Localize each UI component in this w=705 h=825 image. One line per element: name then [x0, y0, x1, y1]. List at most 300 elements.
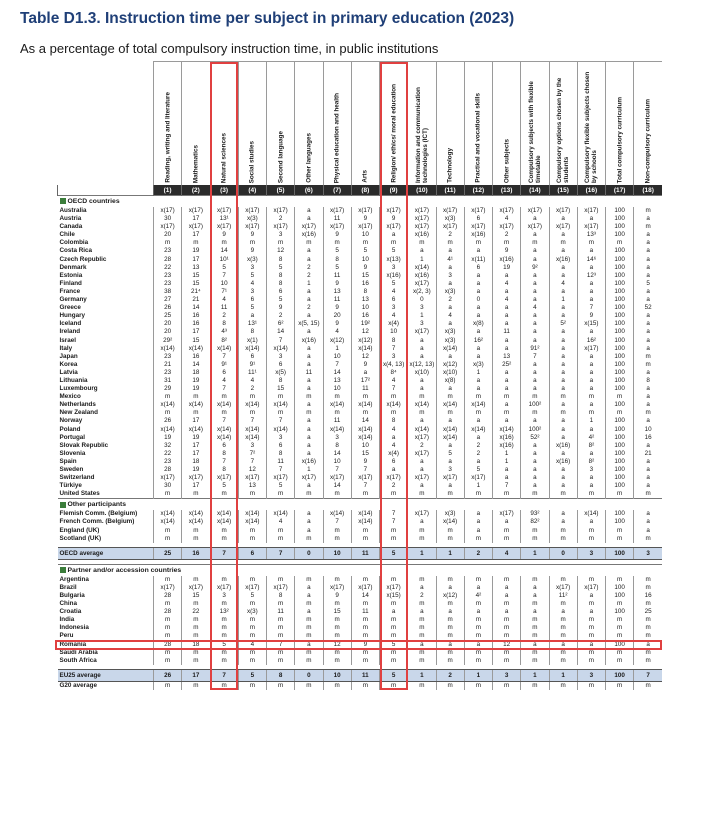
row-label: Argentina: [59, 575, 89, 583]
table-cell: 100: [606, 385, 634, 393]
table-cell: m: [210, 681, 238, 690]
table-cell: 3: [408, 320, 436, 328]
table-cell: m: [436, 616, 464, 624]
table-cell: 5: [238, 592, 266, 600]
table-cell: x(17): [380, 474, 408, 482]
table-cell: x(17): [493, 510, 521, 518]
table-cell: m: [154, 490, 182, 499]
table-cell: m: [210, 576, 238, 584]
table-cell: 0: [295, 669, 323, 681]
table-cell: 11: [493, 328, 521, 336]
table-cell: x(17): [408, 207, 436, 215]
table-cell: m: [351, 527, 379, 535]
table-cell: m: [380, 409, 408, 417]
table-cell: 3: [493, 669, 521, 681]
row-label: Saudi Arabia: [59, 648, 98, 656]
table-cell: 21: [154, 361, 182, 369]
table-row: [58, 510, 663, 518]
table-cell: m: [634, 624, 662, 632]
table-cell: 100: [606, 450, 634, 458]
table-cell: 13¹: [210, 215, 238, 223]
table-cell: a: [436, 482, 464, 490]
table-cell: 26: [154, 304, 182, 312]
table-cell: m: [493, 632, 521, 640]
table-cell: a: [521, 256, 549, 264]
table-cell: a: [408, 247, 436, 255]
table-cell: x(17): [464, 207, 492, 215]
table-cell: m: [436, 527, 464, 535]
table-cell: a: [634, 442, 662, 450]
table-cell: m: [577, 632, 605, 640]
table-cell: a: [549, 510, 577, 518]
table-cell: m: [577, 239, 605, 247]
table-cell: x(17): [154, 474, 182, 482]
table-cell: m: [408, 409, 436, 417]
table-cell: m: [210, 632, 238, 640]
table-cell: 6: [238, 353, 266, 361]
table-cell: m: [238, 649, 266, 657]
table-cell: m: [182, 409, 210, 417]
row-label: United States: [59, 490, 100, 498]
table-cell: x(17): [267, 223, 295, 231]
table-cell: a: [408, 641, 436, 649]
table-cell: 16: [182, 353, 210, 361]
table-cell: 8⁴: [380, 369, 408, 377]
row-label: OECD average: [58, 547, 154, 559]
table-cell: 10¹: [210, 256, 238, 264]
table-cell: m: [577, 527, 605, 535]
section-header: [58, 564, 663, 576]
table-cell: x(17): [380, 207, 408, 215]
section-label: Partner and/or accession countries: [67, 566, 182, 574]
table-cell: x(14): [210, 518, 238, 526]
table-cell: 7: [323, 466, 351, 474]
row-label: Switzerland: [59, 474, 95, 482]
row-label: England (UK): [59, 526, 100, 534]
table-cell: m: [351, 576, 379, 584]
table-cell: 9: [351, 458, 379, 466]
table-cell: m: [295, 490, 323, 499]
row-label: Denmark: [59, 263, 87, 271]
table-cell: 0: [464, 296, 492, 304]
table-cell: 7: [521, 353, 549, 361]
table-cell: a: [549, 369, 577, 377]
table-cell: a: [549, 288, 577, 296]
table-cell: 10: [351, 304, 379, 312]
table-cell: m: [634, 584, 662, 592]
table-cell: 17: [182, 450, 210, 458]
table-cell: a: [549, 401, 577, 409]
table-cell: m: [464, 239, 492, 247]
table-cell: 20: [323, 312, 351, 320]
table-cell: 17: [182, 215, 210, 223]
table-cell: 2: [464, 547, 492, 559]
table-cell: x(17): [182, 474, 210, 482]
table-cell: x(14): [238, 518, 266, 526]
table-cell: m: [351, 657, 379, 665]
table-cell: a: [493, 320, 521, 328]
table-cell: x(14): [464, 401, 492, 409]
table-row: [58, 320, 663, 328]
table-cell: a: [464, 458, 492, 466]
table-cell: a: [577, 264, 605, 272]
column-number: (15): [549, 185, 577, 196]
table-cell: 21: [182, 296, 210, 304]
table-cell: x(16): [493, 256, 521, 264]
table-cell: m: [634, 649, 662, 657]
table-cell: a: [408, 458, 436, 466]
table-cell: 19: [182, 377, 210, 385]
table-cell: x(3): [436, 510, 464, 518]
table-cell: a: [549, 474, 577, 482]
table-cell: 100: [606, 264, 634, 272]
table-cell: m: [295, 393, 323, 401]
table-cell: 5: [323, 247, 351, 255]
table-cell: 8: [210, 320, 238, 328]
table-cell: m: [154, 657, 182, 665]
table-cell: 9: [380, 215, 408, 223]
table-cell: x(14): [238, 510, 266, 518]
table-cell: m: [634, 223, 662, 231]
table-cell: m: [380, 490, 408, 499]
table-cell: 6: [267, 361, 295, 369]
table-cell: m: [577, 624, 605, 632]
table-cell: a: [493, 608, 521, 616]
table-cell: 1: [408, 669, 436, 681]
column-number: (6): [295, 185, 323, 196]
table-cell: m: [380, 657, 408, 665]
table-cell: x(14): [408, 264, 436, 272]
table-cell: m: [521, 649, 549, 657]
column-header-label: Technology: [446, 148, 454, 183]
row-label: Slovenia: [59, 449, 86, 457]
table-cell: 19: [182, 434, 210, 442]
table-cell: 6: [380, 458, 408, 466]
table-cell: 3: [238, 264, 266, 272]
table-cell: x(17): [493, 207, 521, 215]
table-cell: 25²: [493, 361, 521, 369]
column-header-4: [238, 62, 266, 186]
table-cell: m: [295, 624, 323, 632]
table-cell: 8: [210, 450, 238, 458]
table-cell: m: [521, 535, 549, 543]
table-cell: m: [436, 681, 464, 690]
table-cell: a: [577, 369, 605, 377]
table-cell: m: [295, 239, 323, 247]
table-cell: m: [210, 239, 238, 247]
table-cell: m: [351, 409, 379, 417]
table-cell: 2: [436, 669, 464, 681]
table-cell: x(16): [493, 434, 521, 442]
row-label: French Comm. (Belgium): [59, 518, 135, 526]
table-cell: a: [549, 361, 577, 369]
column-header-18: [634, 62, 662, 186]
table-cell: 9¹: [238, 361, 266, 369]
section-square-icon: [60, 502, 66, 508]
table-cell: m: [182, 393, 210, 401]
table-cell: m: [436, 657, 464, 665]
column-header-16: [577, 62, 605, 186]
table-cell: 13: [182, 264, 210, 272]
row-label: Peru: [59, 632, 74, 640]
table-cell: x(14): [210, 401, 238, 409]
table-cell: m: [238, 624, 266, 632]
row-label: France: [59, 287, 81, 295]
table-row: [58, 518, 663, 526]
table-cell: 1: [295, 466, 323, 474]
table-cell: m: [464, 624, 492, 632]
row-label: Finland: [59, 279, 82, 287]
table-row: [58, 426, 663, 434]
column-number: (2): [182, 185, 210, 196]
column-number: (8): [351, 185, 379, 196]
table-cell: a: [549, 264, 577, 272]
table-cell: a: [436, 280, 464, 288]
table-cell: m: [380, 535, 408, 543]
table-cell: 23: [154, 280, 182, 288]
table-cell: x(11): [464, 256, 492, 264]
column-header-8: [351, 62, 379, 186]
table-cell: a: [464, 417, 492, 425]
table-cell: m: [182, 576, 210, 584]
table-cell: 7: [323, 361, 351, 369]
table-cell: 5: [634, 280, 662, 288]
table-cell: 23: [154, 272, 182, 280]
table-cell: 28: [154, 641, 182, 649]
column-header-label: Non-compulsory curriculum: [644, 98, 652, 183]
table-cell: m: [521, 409, 549, 417]
table-cell: x(14): [351, 426, 379, 434]
table-cell: a: [521, 442, 549, 450]
table-cell: x(16): [464, 231, 492, 239]
table-cell: a: [436, 417, 464, 425]
table-cell: 9: [351, 215, 379, 223]
table-cell: 5: [380, 669, 408, 681]
table-cell: x(14): [323, 426, 351, 434]
table-cell: m: [351, 600, 379, 608]
table-row: [58, 547, 663, 559]
table-cell: m: [464, 649, 492, 657]
table-cell: 1: [408, 312, 436, 320]
section-header: [58, 499, 663, 511]
row-label: Türkiye: [59, 482, 82, 490]
table-cell: 100: [606, 328, 634, 336]
table-cell: 2: [408, 592, 436, 600]
table-cell: 19²: [351, 320, 379, 328]
table-cell: x(12): [436, 361, 464, 369]
column-number: (13): [493, 185, 521, 196]
table-cell: 25: [634, 608, 662, 616]
table-cell: m: [521, 576, 549, 584]
table-cell: x(2, 3): [408, 288, 436, 296]
table-cell: x(14): [182, 401, 210, 409]
table-cell: 93²: [521, 510, 549, 518]
table-cell: a: [493, 377, 521, 385]
table-cell: 1: [464, 482, 492, 490]
table-cell: 100: [606, 207, 634, 215]
table-cell: m: [323, 409, 351, 417]
column-header-label: Second language: [277, 130, 285, 183]
row-label: Norway: [59, 417, 83, 425]
table-cell: m: [238, 681, 266, 690]
table-cell: 0: [295, 547, 323, 559]
table-cell: m: [464, 393, 492, 401]
table-cell: a: [295, 207, 323, 215]
table-cell: 2: [408, 442, 436, 450]
row-label: Croatia: [59, 608, 82, 616]
table-row: [58, 450, 663, 458]
row-label: Spain: [59, 457, 77, 465]
table-cell: 15: [323, 608, 351, 616]
table-cell: x(14): [238, 434, 266, 442]
table-cell: m: [267, 681, 295, 690]
table-row: [58, 272, 663, 280]
table-cell: a: [436, 353, 464, 361]
table-cell: m: [323, 632, 351, 640]
table-row: [58, 280, 663, 288]
table-cell: a: [295, 377, 323, 385]
table-cell: a: [521, 466, 549, 474]
table-cell: 1: [549, 296, 577, 304]
table-cell: 1: [295, 280, 323, 288]
table-cell: m: [182, 624, 210, 632]
table-cell: 4: [238, 377, 266, 385]
table-cell: 3: [267, 231, 295, 239]
table-cell: 9: [267, 304, 295, 312]
table-cell: m: [210, 490, 238, 499]
table-cell: m: [408, 490, 436, 499]
table-cell: 5: [238, 669, 266, 681]
table-cell: 4: [210, 296, 238, 304]
table-cell: 4: [323, 328, 351, 336]
table-cell: m: [238, 657, 266, 665]
table-cell: x(17): [408, 223, 436, 231]
table-cell: 2: [238, 385, 266, 393]
table-cell: a: [634, 337, 662, 345]
table-cell: 1: [323, 345, 351, 353]
table-cell: x(14): [210, 434, 238, 442]
table-cell: 7: [238, 458, 266, 466]
table-cell: 5: [380, 641, 408, 649]
table-cell: a: [295, 592, 323, 600]
table-cell: x(14): [154, 426, 182, 434]
table-cell: m: [634, 576, 662, 584]
table-cell: 8: [267, 377, 295, 385]
table-cell: x(17): [549, 207, 577, 215]
row-label: Canada: [59, 223, 83, 231]
column-header-13: [493, 62, 521, 186]
table-cell: 10: [323, 385, 351, 393]
table-cell: 29²: [154, 337, 182, 345]
table-cell: 28: [154, 592, 182, 600]
table-cell: 7: [493, 482, 521, 490]
table-cell: 18: [182, 641, 210, 649]
table-row: [58, 401, 663, 409]
table-cell: 1: [464, 669, 492, 681]
table-cell: 100: [606, 474, 634, 482]
table-cell: a: [408, 377, 436, 385]
table-cell: 100: [606, 401, 634, 409]
table-row: [58, 527, 663, 535]
table-cell: m: [408, 681, 436, 690]
table-cell: 10: [323, 547, 351, 559]
row-label: New Zealand: [59, 409, 98, 417]
table-cell: 20: [154, 231, 182, 239]
table-cell: a: [408, 345, 436, 353]
table-cell: x(17): [323, 474, 351, 482]
table-cell: a: [634, 466, 662, 474]
table-cell: a: [549, 304, 577, 312]
table-cell: m: [493, 624, 521, 632]
table-cell: a: [493, 518, 521, 526]
table-cell: 8: [267, 450, 295, 458]
table-cell: m: [634, 207, 662, 215]
table-row: [58, 256, 663, 264]
table-row: [58, 345, 663, 353]
table-cell: x(3): [238, 215, 266, 223]
table-cell: 4: [380, 442, 408, 450]
table-cell: 9¹: [210, 361, 238, 369]
table-cell: x(16): [408, 272, 436, 280]
table-cell: 18: [182, 369, 210, 377]
table-cell: x(3): [436, 337, 464, 345]
table-cell: a: [634, 239, 662, 247]
table-cell: x(14): [351, 345, 379, 353]
table-row: [58, 353, 663, 361]
table-cell: 16: [182, 312, 210, 320]
row-label: Brazil: [59, 583, 77, 591]
table-cell: x(17): [577, 207, 605, 215]
table-cell: a: [436, 264, 464, 272]
table-cell: x(17): [521, 223, 549, 231]
table-cell: 16: [634, 592, 662, 600]
table-cell: 15: [182, 592, 210, 600]
table-cell: m: [182, 535, 210, 543]
table-cell: 7: [267, 417, 295, 425]
column-header-label: Other languages: [305, 133, 313, 183]
table-cell: m: [464, 657, 492, 665]
table-cell: 16: [351, 312, 379, 320]
table-cell: x(16): [295, 231, 323, 239]
table-cell: 100: [606, 288, 634, 296]
column-number: (12): [464, 185, 492, 196]
table-cell: m: [238, 239, 266, 247]
table-cell: m: [182, 600, 210, 608]
table-cell: a: [464, 304, 492, 312]
table-cell: x(13): [380, 256, 408, 264]
table-cell: a: [493, 369, 521, 377]
table-cell: m: [436, 600, 464, 608]
table-cell: m: [577, 409, 605, 417]
table-cell: 8: [380, 417, 408, 425]
table-cell: m: [606, 649, 634, 657]
row-label: Netherlands: [59, 401, 96, 409]
table-cell: a: [295, 417, 323, 425]
table-cell: x(16): [295, 458, 323, 466]
table-cell: m: [182, 527, 210, 535]
table-cell: 100: [606, 312, 634, 320]
table-cell: x(14): [464, 426, 492, 434]
table-cell: 10: [323, 353, 351, 361]
column-header-7: [323, 62, 351, 186]
table-cell: 100: [606, 369, 634, 377]
table-cell: a: [634, 345, 662, 353]
table-cell: x(14): [436, 345, 464, 353]
table-cell: a: [634, 417, 662, 425]
table-cell: x(17): [521, 207, 549, 215]
table-cell: x(14): [380, 401, 408, 409]
table-cell: 7: [210, 272, 238, 280]
